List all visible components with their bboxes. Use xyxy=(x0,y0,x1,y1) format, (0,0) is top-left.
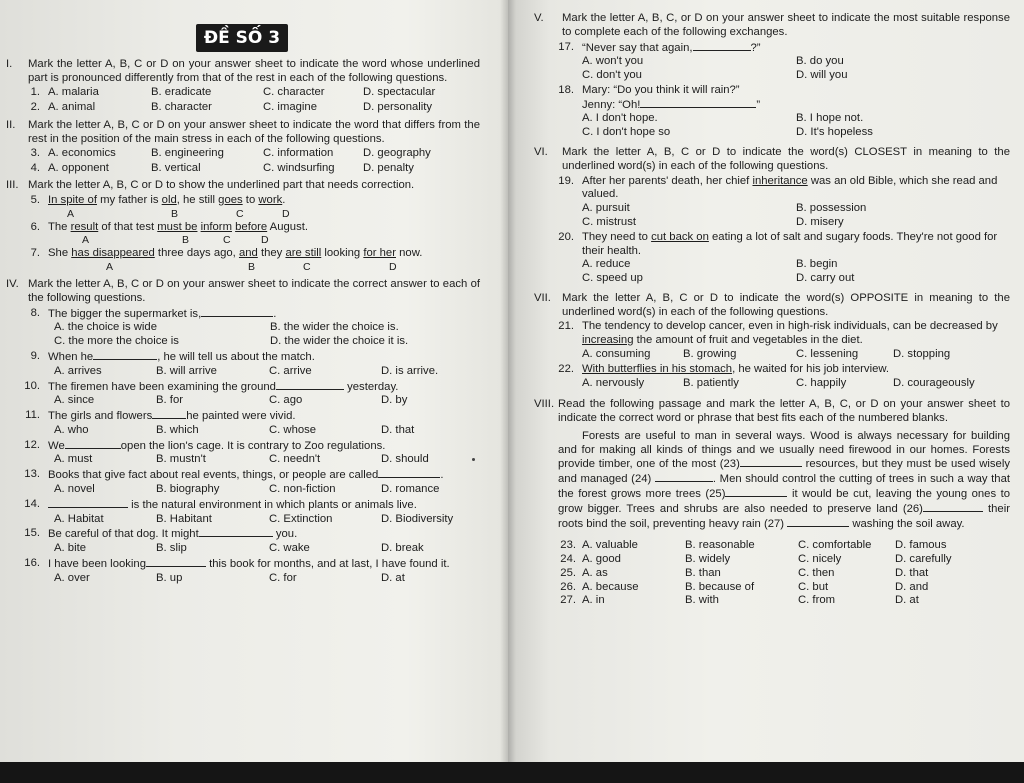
option-a: A. in xyxy=(582,594,605,607)
question-1 xyxy=(6,86,480,100)
option-b: B. reasonable xyxy=(685,539,755,552)
option-c: C. wake xyxy=(269,542,310,555)
stem-start: The bigger the supermarket is, xyxy=(48,307,202,320)
stem-start: “Never say that again, xyxy=(582,41,693,54)
option-a: A. the choice is wide xyxy=(54,321,157,334)
option-b: B. for xyxy=(156,394,183,407)
underlined-d: for her xyxy=(363,247,396,260)
question-number: 4. xyxy=(30,162,40,175)
text-part: to xyxy=(242,193,259,206)
option-a: A. nervously xyxy=(582,376,645,389)
stem-end: is the natural environment in which plants or animals live. xyxy=(131,498,417,511)
option-d: D. Biodiversity xyxy=(381,512,454,525)
option-d: D. stopping xyxy=(893,347,951,360)
question-number: 20. xyxy=(558,230,574,243)
option-a: A. who xyxy=(54,423,89,436)
option-c: C. the more the choice is xyxy=(54,335,179,348)
blank-26 xyxy=(923,502,983,512)
stem-end: this book for months, and at last, I have found it. xyxy=(209,557,450,570)
question-11 xyxy=(6,409,480,424)
letter-a: A xyxy=(106,261,114,274)
option-d: D. famous xyxy=(895,539,947,552)
question-number: 22. xyxy=(558,362,574,375)
option-d: D. will you xyxy=(796,69,848,82)
question-23 xyxy=(534,539,1010,553)
option-c: C. don't you xyxy=(582,69,642,82)
dialogue-line-1: Mary: “Do you think it will rain?” xyxy=(582,83,740,96)
question-16 xyxy=(6,557,480,572)
option-a: A. over xyxy=(54,571,90,584)
blank-24 xyxy=(655,472,713,482)
question-text xyxy=(48,221,480,235)
option-b: B. Habitant xyxy=(156,512,212,525)
answer-blank xyxy=(199,527,273,537)
section-instruction: Mark the letter A, B, C or D to indicate the word(s) OPPOSITE in meaning to the underlined word(s) in each of the following questions. xyxy=(562,291,1010,318)
question-number: 7. xyxy=(30,247,40,260)
section-number: VIII. xyxy=(534,398,555,411)
option-c: C. Extinction xyxy=(269,512,333,525)
option-c: C. speed up xyxy=(582,272,643,285)
option-c: C. character xyxy=(263,86,325,99)
options xyxy=(54,483,480,497)
option-a: A. arrives xyxy=(54,364,102,377)
section-instruction: Read the following passage and mark the letter A, B, C, or D on your answer sheet to indicate the correct word or phrase that best fits each of the numbered blanks. xyxy=(558,398,1010,425)
question-number: 12. xyxy=(24,438,40,451)
question-number: 25. xyxy=(560,566,576,579)
option-b: B. eradicate xyxy=(151,86,212,99)
question-15 xyxy=(6,527,480,542)
option-c: C. from xyxy=(798,594,836,607)
underlined-word: cut back on xyxy=(651,230,709,243)
blank-27 xyxy=(787,517,849,527)
stem-end: ” xyxy=(756,98,761,111)
option-b: B. possession xyxy=(796,202,867,215)
option-d: D. penalty xyxy=(363,162,414,175)
option-a: A. I don't hope. xyxy=(582,112,658,125)
options xyxy=(582,202,1010,230)
stem-start: Be careful of that dog. It might xyxy=(48,528,199,541)
exam-title: ĐỀ SỐ 3 xyxy=(196,24,288,52)
text-part: She xyxy=(48,247,72,260)
text-part: looking xyxy=(321,247,364,260)
option-b: B. I hope not. xyxy=(796,112,864,125)
passage-options xyxy=(534,539,1010,608)
answer-blank xyxy=(693,41,751,51)
question-number: 17. xyxy=(558,40,574,53)
underlined-word: inheritance xyxy=(752,174,808,187)
answer-letters xyxy=(6,208,480,220)
option-a: A. animal xyxy=(48,101,96,114)
question-number: 23. xyxy=(560,539,576,552)
question-12 xyxy=(6,439,480,454)
question-7 xyxy=(6,247,480,261)
question-6 xyxy=(6,221,480,235)
text-part: The xyxy=(48,220,71,233)
option-d: D. geography xyxy=(363,147,431,160)
underlined-d: before xyxy=(235,220,268,233)
option-d: D. spectacular xyxy=(363,86,436,99)
options xyxy=(582,377,1010,391)
section-7 xyxy=(534,292,1010,390)
option-d: D. carry out xyxy=(796,272,855,285)
question-number: 5. xyxy=(30,193,40,206)
text-part: now. xyxy=(395,247,423,260)
answer-blank xyxy=(201,307,273,317)
answer-letters xyxy=(6,234,480,246)
option-a: A. because xyxy=(582,580,639,593)
option-c: C. windsurfing xyxy=(263,162,335,175)
passage-text: Forests are useful to man in several ways. Wood is always necessary for building and for making all kinds of things and we usually need firewood in our homes. Forests provide timber, one of the most (23) xyxy=(558,429,1010,471)
question-number: 9. xyxy=(30,350,40,363)
option-b: B. character xyxy=(151,101,212,114)
question-number: 18. xyxy=(558,83,574,96)
answer-blank xyxy=(93,350,157,360)
option-a: A. consuming xyxy=(582,347,651,360)
option-d: D. should xyxy=(381,453,429,466)
underlined-c: goes xyxy=(218,193,243,206)
section-2 xyxy=(6,119,480,176)
stem-end: , he will tell us about the match. xyxy=(157,351,315,364)
option-b: B. patiently xyxy=(683,376,739,389)
stem-end: . xyxy=(273,307,277,320)
option-b: B. slip xyxy=(156,542,187,555)
option-c: C. whose xyxy=(269,423,317,436)
option-c: C. imagine xyxy=(263,101,317,114)
underlined-word: increasing xyxy=(582,334,634,347)
passage-text: it would be cut, leaving the young ones to grow bigger. Trees and shrubs are also needed to preserve land (26) xyxy=(558,488,1011,515)
options xyxy=(54,365,480,379)
section-number: VII. xyxy=(534,291,551,304)
underlined-a: result xyxy=(70,220,99,233)
option-a: A. pursuit xyxy=(582,202,630,215)
underlined-b: old xyxy=(161,193,177,206)
letter-d: D xyxy=(282,207,290,220)
options xyxy=(54,424,480,438)
option-b: B. do you xyxy=(796,55,844,68)
option-c: C. information xyxy=(263,147,334,160)
option-d: D. break xyxy=(381,542,424,555)
bottom-edge xyxy=(0,762,1024,783)
question-text xyxy=(48,194,480,208)
question-27 xyxy=(534,594,1010,608)
letter-d: D xyxy=(389,261,397,274)
question-number: 2. xyxy=(30,101,40,114)
text-part: , he waited for his job interview. xyxy=(732,362,890,375)
question-22 xyxy=(534,363,1010,377)
passage-text: resources, but they must be used wisely and managed (24) xyxy=(558,458,1010,486)
stem-end: yesterday. xyxy=(347,380,399,393)
underlined-c: inform xyxy=(200,220,232,233)
question-number: 3. xyxy=(30,147,40,160)
question-number: 10. xyxy=(24,379,40,392)
section-instruction: Mark the letter A, B, C, or D on your answer sheet to indicate the most suitable response to complete each of the following exchanges. xyxy=(562,12,1010,38)
question-25 xyxy=(534,567,1010,581)
answer-blank xyxy=(152,409,186,419)
option-a: A. economics xyxy=(48,147,116,160)
section-number: II. xyxy=(6,118,16,131)
blank-25 xyxy=(725,487,787,497)
option-b: B. engineering xyxy=(151,147,224,160)
question-14 xyxy=(6,498,480,513)
question-number: 8. xyxy=(30,306,40,319)
option-b: B. vertical xyxy=(151,162,201,175)
letter-a: A xyxy=(67,207,75,220)
question-number: 15. xyxy=(24,527,40,540)
text-part: The tendency to develop cancer, even in high-risk individuals, can be decreased by xyxy=(582,320,998,333)
options xyxy=(54,513,480,527)
letter-b: B xyxy=(248,261,256,274)
option-c: C. but xyxy=(798,580,829,593)
option-b: B. mustn't xyxy=(156,453,206,466)
question-8 xyxy=(6,307,480,322)
question-21 xyxy=(534,320,1010,348)
passage-text: washing the soil away. xyxy=(852,517,965,530)
option-d: D. that xyxy=(895,566,929,579)
option-d: D. and xyxy=(895,580,929,593)
question-number: 14. xyxy=(24,497,40,510)
underlined-a: has disappeared xyxy=(71,247,155,260)
question-26 xyxy=(534,581,1010,595)
option-a: A. must xyxy=(54,453,93,466)
option-a: A. novel xyxy=(54,483,95,496)
letter-b: B xyxy=(171,207,179,220)
reading-passage xyxy=(558,430,1010,531)
letter-c: C xyxy=(236,207,244,220)
answer-blank xyxy=(65,439,121,449)
section-number: VI. xyxy=(534,146,548,159)
stem-start: When he xyxy=(48,351,94,364)
option-b: B. than xyxy=(685,566,721,579)
options xyxy=(582,55,1010,83)
question-number: 27. xyxy=(560,594,576,607)
question-number: 19. xyxy=(558,174,574,187)
section-5 xyxy=(534,12,1010,140)
text-part: was an old Bible, which she read and valued. xyxy=(582,174,998,201)
question-10 xyxy=(6,380,480,395)
option-c: C. needn't xyxy=(269,453,321,466)
option-c: C. I don't hope so xyxy=(582,126,671,139)
stem-end: he painted were vivid. xyxy=(186,410,296,423)
text-part: After her parents' death, her chief xyxy=(582,174,753,187)
option-a: A. bite xyxy=(54,542,87,555)
letter-b: B xyxy=(182,234,190,247)
text-part: . xyxy=(282,193,286,206)
letter-c: C xyxy=(223,234,231,247)
stem-end: open the lion's cage. It is contrary to Zoo regulations. xyxy=(120,439,386,452)
options xyxy=(54,321,480,349)
blank-23 xyxy=(740,457,802,467)
option-b: B. with xyxy=(685,594,719,607)
section-3 xyxy=(6,179,480,273)
text-part: my father is xyxy=(96,193,162,206)
option-c: C. nicely xyxy=(798,553,842,566)
answer-blank xyxy=(378,468,440,478)
option-c: C. mistrust xyxy=(582,215,636,228)
question-number: 26. xyxy=(560,580,576,593)
text-part: August. xyxy=(267,220,308,233)
section-number: I. xyxy=(6,57,13,70)
option-b: B. which xyxy=(156,423,199,436)
options xyxy=(582,258,1010,286)
text-part: , he still xyxy=(176,193,219,206)
section-4 xyxy=(6,278,480,585)
options xyxy=(582,348,1010,362)
option-b: B. growing xyxy=(683,347,737,360)
option-b: B. biography xyxy=(156,483,220,496)
options xyxy=(54,394,480,408)
option-b: B. widely xyxy=(685,553,731,566)
answer-blank xyxy=(146,557,206,567)
option-d: D. carefully xyxy=(895,553,952,566)
answer-blank xyxy=(48,498,128,508)
option-b: B. up xyxy=(156,571,183,584)
option-a: A. malaria xyxy=(48,86,99,99)
question-19 xyxy=(534,175,1010,203)
section-instruction: Mark the letter A, B, C or D on your answer sheet to indicate the word that differs from the rest in the position of the main stress in each of the following questions. xyxy=(28,118,480,145)
option-d: D. is arrive. xyxy=(381,364,439,377)
question-text xyxy=(48,247,480,261)
question-number: 1. xyxy=(30,86,40,99)
stem-end: ?” xyxy=(750,41,761,54)
option-c: C. non-fiction xyxy=(269,483,336,496)
option-a: A. reduce xyxy=(582,258,631,271)
section-number: IV. xyxy=(6,278,19,291)
answer-letters xyxy=(6,261,480,273)
ink-dot xyxy=(472,458,475,461)
option-c: C. then xyxy=(798,566,835,579)
underlined-word: With butterflies in his stomach xyxy=(582,362,733,375)
options xyxy=(54,542,480,556)
option-d: D. that xyxy=(381,423,415,436)
option-c: C. for xyxy=(269,571,297,584)
section-number: V. xyxy=(534,12,544,24)
section-6 xyxy=(534,146,1010,286)
text-part: of that test xyxy=(98,220,158,233)
letter-c: C xyxy=(303,261,311,274)
underlined-a: In spite of xyxy=(48,193,97,206)
stem-start: I have been looking xyxy=(48,557,146,570)
option-d: D. at xyxy=(381,571,405,584)
answer-blank xyxy=(640,98,756,108)
option-d: D. misery xyxy=(796,215,844,228)
option-d: D. at xyxy=(895,594,919,607)
letter-a: A xyxy=(82,234,90,247)
options xyxy=(54,453,480,467)
option-b: B. because of xyxy=(685,580,755,593)
option-d: D. personality xyxy=(363,101,433,114)
question-18 xyxy=(534,84,1010,113)
book-spine-shadow xyxy=(500,0,516,762)
text-part: the amount of fruit and vegetables in the diet. xyxy=(633,334,863,347)
option-c: C. ago xyxy=(269,394,303,407)
question-number: 21. xyxy=(558,320,574,333)
option-a: A. opponent xyxy=(48,162,109,175)
option-d: D. courageously xyxy=(893,376,975,389)
text-part: They need to xyxy=(582,230,652,243)
question-number: 11. xyxy=(25,409,40,422)
section-1 xyxy=(6,58,480,115)
dialogue-line-2: Jenny: “Oh! xyxy=(582,98,641,111)
question-20 xyxy=(534,231,1010,259)
option-a: A. since xyxy=(54,394,95,407)
stem-start: Books that give fact about real events, things, or people are called xyxy=(48,469,379,482)
section-instruction: Mark the letter A, B, C or D to indicate the word(s) CLOSEST in meaning to the underlined word(s) in each of the following questions. xyxy=(562,146,1010,172)
options xyxy=(582,112,1010,140)
question-4 xyxy=(6,162,480,176)
option-d: D. romance xyxy=(381,483,440,496)
option-a: A. valuable xyxy=(582,539,638,552)
question-5 xyxy=(6,194,480,208)
section-instruction: Mark the letter A, B, C or D on your answer sheet to indicate the word whose underlined part is pronounced differently from that of the rest in each of the following questions. xyxy=(28,57,480,84)
answer-blank xyxy=(276,380,344,390)
question-2 xyxy=(6,101,480,115)
option-a: A. good xyxy=(582,553,621,566)
stem-end: you. xyxy=(275,528,298,541)
option-c: C. comfortable xyxy=(798,539,872,552)
option-a: A. Habitat xyxy=(54,512,104,525)
left-page xyxy=(0,0,508,762)
passage-text: . Men should control the cutting of trees in such a way that the forest grows more trees (25) xyxy=(558,473,1011,500)
option-b: B. will arrive xyxy=(156,364,217,377)
section-number: III. xyxy=(6,178,19,191)
question-number: 6. xyxy=(30,220,40,233)
option-b: B. the wider the choice is. xyxy=(270,321,399,334)
section-8 xyxy=(534,398,1010,608)
question-17 xyxy=(534,41,1010,56)
text-part: three days ago, xyxy=(154,247,239,260)
section-instruction: Mark the letter A, B, C or D on your answer sheet to indicate the correct answer to each of the following questions. xyxy=(28,278,480,304)
option-d: D. by xyxy=(381,394,408,407)
text-part: they xyxy=(257,247,286,260)
question-24 xyxy=(534,553,1010,567)
option-d: D. the wider the choice it is. xyxy=(270,335,409,348)
underlined-d: work xyxy=(258,193,283,206)
text-part: eating a lot of salt and sugary foods. They're not good for their health. xyxy=(582,230,998,257)
underlined-c: are still xyxy=(285,247,322,260)
stem-start: The firemen have been examining the ground xyxy=(48,380,276,393)
stem-end: . xyxy=(440,469,444,482)
question-13 xyxy=(6,468,480,483)
option-c: C. lessening xyxy=(796,347,859,360)
underlined-b: must be xyxy=(157,220,198,233)
letter-d: D xyxy=(261,234,269,247)
section-instruction: Mark the letter A, B, C or D to show the underlined part that needs correction. xyxy=(28,178,415,191)
question-3 xyxy=(6,147,480,161)
option-c: C. arrive xyxy=(269,364,312,377)
passage-text: their roots bind the soil, preventing heavy rain (27) xyxy=(558,502,1010,530)
options xyxy=(54,572,480,586)
option-c: C. happily xyxy=(796,376,847,389)
stem-start: We xyxy=(48,439,65,452)
option-b: B. begin xyxy=(796,258,838,271)
question-number: 16. xyxy=(24,556,40,569)
question-number: 13. xyxy=(24,468,40,481)
question-number: 24. xyxy=(560,553,576,566)
stem-start: The girls and flowers xyxy=(48,410,153,423)
option-a: A. won't you xyxy=(582,55,644,68)
right-page xyxy=(508,0,1024,762)
option-a: A. as xyxy=(582,566,608,579)
underlined-b: and xyxy=(238,247,258,260)
option-d: D. It's hopeless xyxy=(796,126,873,139)
question-9 xyxy=(6,350,480,365)
